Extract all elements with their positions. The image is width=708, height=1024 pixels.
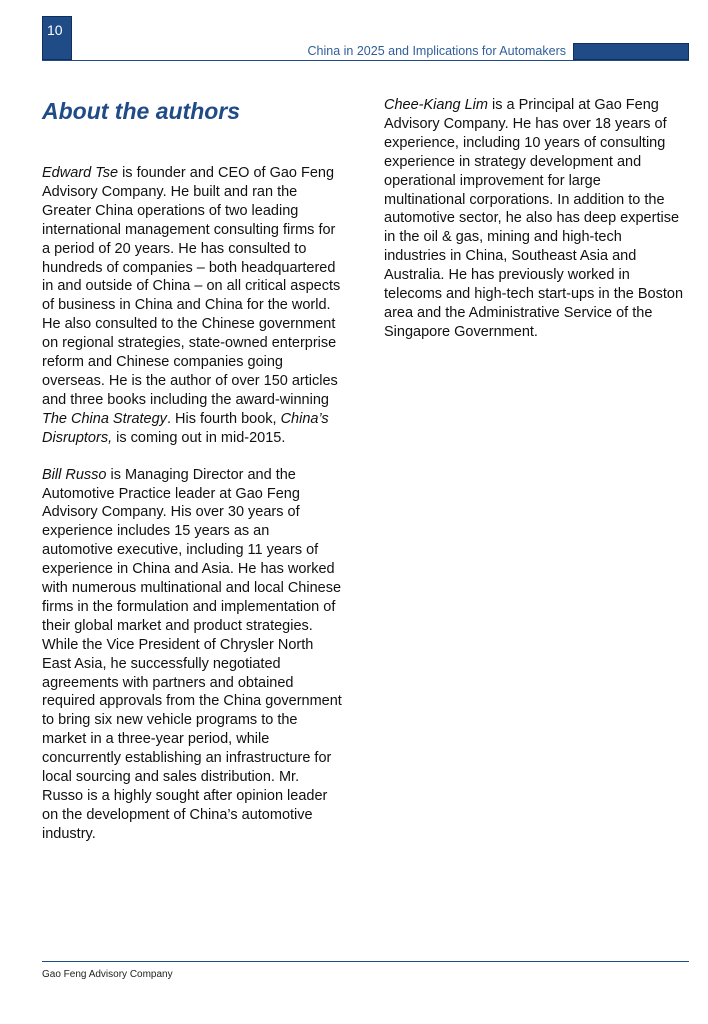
left-column <box>42 164 342 862</box>
bio-edward-tse <box>42 164 342 448</box>
running-header-title: China in 2025 and Implications for Automakers <box>307 44 566 58</box>
book-title: The China Strategy <box>42 410 167 427</box>
bio-text: is coming out in mid-2015. <box>112 429 286 446</box>
author-name: Edward Tse <box>42 165 119 181</box>
section-heading: About the authors <box>42 98 241 124</box>
page-number: 10 <box>47 22 63 38</box>
bio-text: is founder and CEO of Gao Feng Advisory Company. He built and ran the Greater China operations of two leading international management consulting firms for a period of 20 years. He has consulted to hundreds of companies – both headquartered in and outside of China – on all critical aspects of business in China and China for the world. He also consulted to the Chinese government on regional strategies, state-owned enterprise reform and Chinese companies going overseas. He is the author of over 150 articles and three books including the award-winning <box>42 165 341 408</box>
right-column <box>384 96 684 360</box>
header-accent-bar <box>573 43 689 60</box>
book-title: China’s Disruptors, <box>42 410 329 446</box>
bio-chee-kiang-lim <box>384 96 684 342</box>
footer-divider <box>42 961 689 962</box>
author-name: Chee-Kiang Lim <box>384 97 488 113</box>
bio-text: is Managing Director and the Automotive Practice leader at Gao Feng Advisory Company. His over 30 years of experience includes 15 years as an automotive executive, including 11 years of experience in China and Asia. He has worked with numerous multinational and local Chinese firms in the formulation and implementation of their global market and product strategies. While the Vice President of Chrysler North East Asia, he successfully negotiated agreements with partners and obtained required approvals from the China government to bring six new vehicle programs to the market in a three-year period, while concurrently establishing an infrastructure for local sourcing and sales distribution. Mr. Russo is a highly sought after opinion leader on the development of China’s automotive industry. <box>42 466 342 842</box>
footer-company: Gao Feng Advisory Company <box>42 969 173 980</box>
bio-text: is a Principal at Gao Feng Advisory Company. He has over 18 years of experience, including 10 years of consulting experience in strategy development and operational improvement for large multinational corporations. In addition to the automotive sector, he also has deep expertise in the oil & gas, mining and high-tech industries in China, Southeast Asia and Australia. He has previously worked in telecoms and high-tech start-ups in the Boston area and the Administrative Service of the Singapore Government. <box>384 97 684 340</box>
bio-text: . His fourth book, <box>166 410 281 427</box>
page-number-badge <box>42 16 72 60</box>
header-divider <box>42 60 689 61</box>
bio-bill-russo <box>42 466 342 844</box>
author-name: Bill Russo <box>42 466 107 483</box>
